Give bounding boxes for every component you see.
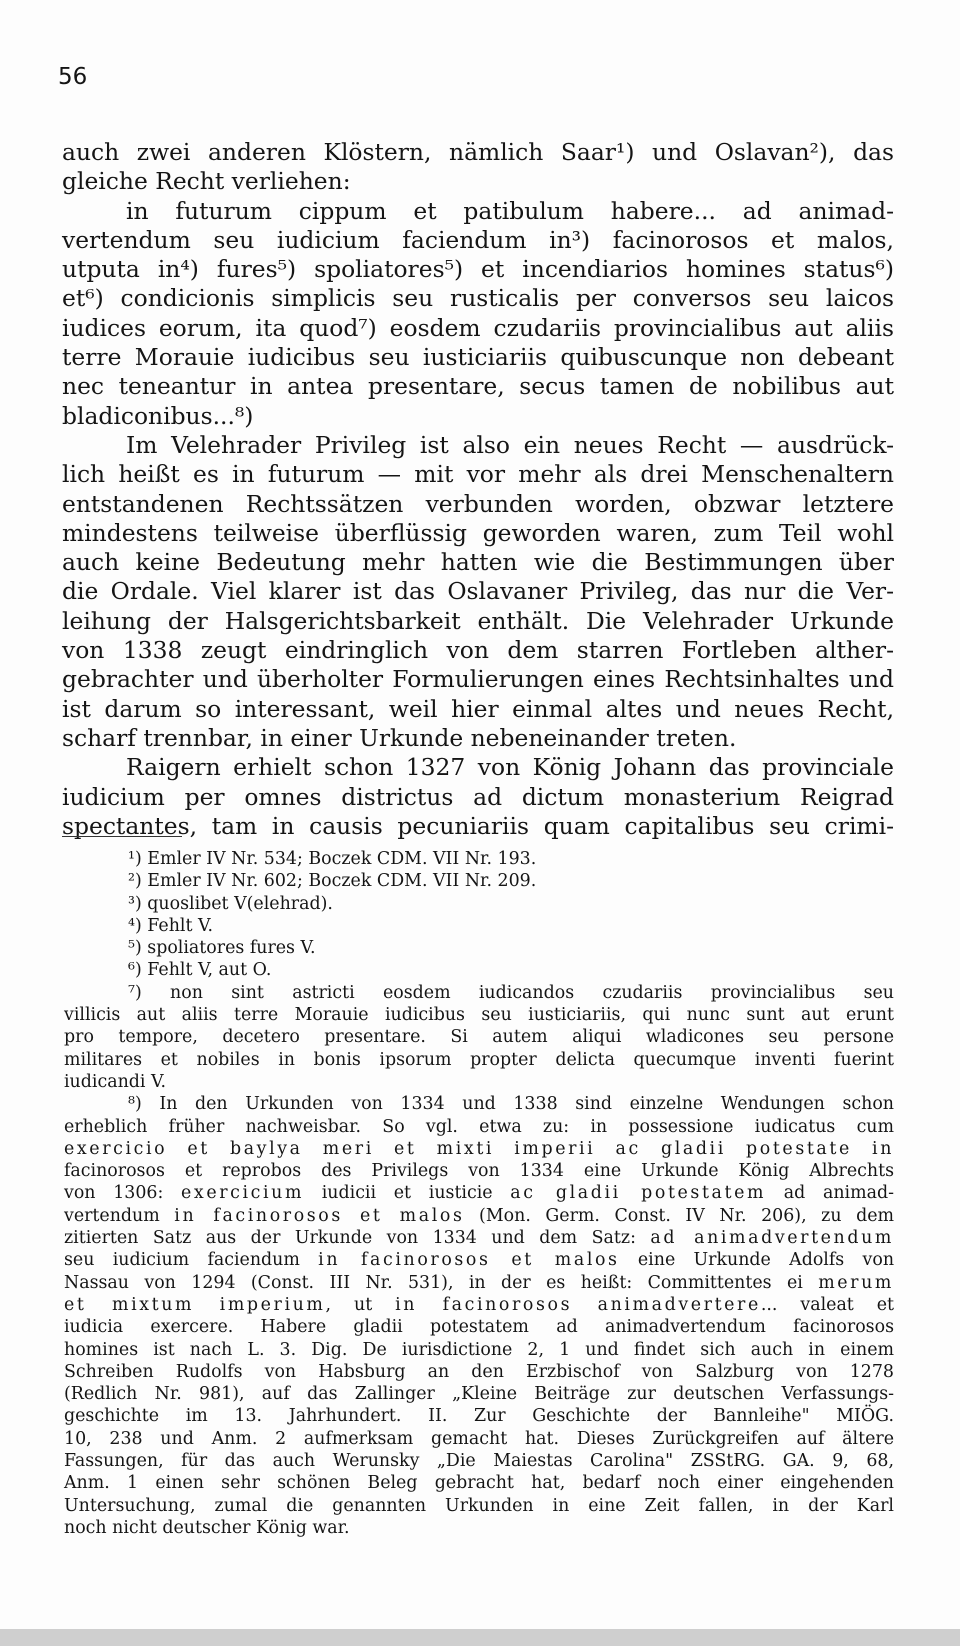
footnote-8-line: geschichte im 13. Jahrhundert. II. Zur Geschichte der Bannleihe" MIÖG.	[64, 1406, 894, 1427]
footnote-7-line: iudicandi V.	[64, 1071, 167, 1092]
footnote-8-line: Fassungen, für das auch Werunsky „Die Maiestas Carolina" ZSStRG. GA. 9, 68,	[64, 1451, 894, 1472]
text-line: gebrachter und überholter Formulierungen eines Rechtsinhaltes und	[62, 665, 894, 694]
text-line: mindestens teilweise überflüssig geworden waren, zum Teil wohl	[62, 518, 894, 547]
footnote-7-line: ⁷) non sint astricti eosdem iudicandos czudariis provincialibus seu	[128, 982, 894, 1003]
footnote-5: ⁵) spoliatores fures V.	[128, 938, 316, 959]
footnotes	[64, 848, 894, 1539]
emphasis-run: exercicium	[181, 1183, 305, 1204]
footnote-8-line	[64, 1205, 894, 1227]
footnote-7-line: militares et nobiles in bonis ipsorum propter delicta quecumque inventi fuerint	[64, 1049, 894, 1070]
footnote-8-line	[64, 1294, 894, 1316]
footnote-8-line: homines ist nach L. 3. Dig. De iurisdictione 2, 1 und findet sich auch in einem	[64, 1339, 894, 1360]
text-line: Im Velehrader Privileg ist also ein neues Recht — ausdrück-	[126, 430, 894, 459]
text-run: eine Urkunde Adolfs von	[619, 1250, 895, 1271]
text-line: auch zwei anderen Klöstern, nämlich Saar¹) und Oslavan²), das	[62, 138, 894, 166]
footnote-6: ⁶) Fehlt V, aut O.	[128, 960, 272, 981]
latin-quote-line: et⁶) condicionis simplicis seu rusticalis per conversos seu laicos	[62, 284, 894, 313]
latin-quote-line: in futurum cippum et patibulum habere... ad animad-	[126, 196, 894, 225]
footnote-8-line	[64, 1272, 894, 1294]
text-line: lich heißt es in futurum — mit vor mehr als drei Menschenaltern	[62, 460, 894, 489]
footnote-7-line: pro tempore, decetero presentare. Si autem aliqui wladicones seu persone	[64, 1027, 894, 1048]
footnote-8-line: Anm. 1 einen sehr schönen Beleg gebracht hat, bedarf noch einer eingehenden	[64, 1473, 894, 1494]
footnote-8-line: exercicio et baylya meri et mixti imperii ac gladii potestate in	[64, 1138, 894, 1159]
footnote-8-line: ⁸) In den Urkunden von 1334 und 1338 sind einzelne Wendungen schon	[128, 1094, 894, 1115]
footnote-8-line: iudicia exercere. Habere gladii potestatem ad animadvertendum facinorosos	[64, 1317, 894, 1338]
footnote-8-line: facinorosos et reprobos des Privilegs von 1334 eine Urkunde König Albrechts	[64, 1161, 894, 1182]
footnote-8-line: (Redlich Nr. 981), auf das Zallinger „Kleine Beiträge zur deutschen Verfassungs-	[64, 1384, 894, 1405]
text-line: die Ordale. Viel klarer ist das Oslavaner Privileg, das nur die Ver-	[62, 577, 894, 606]
latin-quote-line: iudices eorum, ita quod⁷) eosdem czudariis provincialibus aut aliis	[62, 313, 894, 342]
footnote-3: ³) quoslibet V(elehrad).	[128, 893, 333, 914]
footnote-2: ²) Emler IV Nr. 602; Boczek CDM. VII Nr. 209.	[128, 871, 537, 892]
latin-quote-line: nec teneantur in antea presentare, secus tamen de nobilibus aut	[62, 372, 894, 401]
text-line: ist darum so interessant, weil hier einmal altes und neues Recht,	[62, 694, 894, 723]
emphasis-run: in facinorosos animadvertere	[395, 1294, 761, 1315]
text-line: von 1338 zeugt eindringlich von dem starren Fortleben alther-	[62, 636, 894, 665]
footnote-7-line: villicis aut aliis terre Morauie iudicibus seu iusticiariis, qui nunc sunt aut erunt	[64, 1005, 894, 1026]
latin-quote-line: terre Morauie iudicibus seu iusticiariis quibuscunque non debeant	[62, 343, 894, 372]
text-line: Raigern erhielt schon 1327 von König Johann das provinciale	[126, 753, 894, 782]
text-run: von 1306:	[64, 1183, 182, 1204]
main-body-text	[62, 138, 894, 841]
text-line: gleiche Recht verliehen:	[62, 167, 351, 196]
emphasis-run: in facinorosos et malos	[318, 1250, 620, 1271]
text-line: spectantes, tam in causis pecuniariis quam capitalibus seu crimi-	[62, 811, 894, 840]
text-run: , ut	[325, 1294, 396, 1315]
text-line: auch keine Bedeutung mehr hatten wie die Bestimmungen über	[62, 548, 894, 577]
text-line: leihung der Halsgerichtsbarkeit enthält. Die Velehrader Urkunde	[62, 606, 894, 635]
text-run: Nassau von 1294 (Const. III Nr. 531), in der es heißt: Committentes ei	[64, 1272, 819, 1293]
scan-bottom-edge	[0, 1629, 960, 1646]
text-run: ad animad-	[766, 1183, 894, 1204]
footnote-8-line: Untersuchung, zumal die genannten Urkunden in eine Zeit fallen, in der Karl	[64, 1495, 894, 1516]
text-run: zitierten Satz aus der Urkunde von 1334 und dem Satz:	[64, 1228, 651, 1249]
text-run: seu iudicium faciendum	[64, 1250, 319, 1271]
text-run: iudicii et iusticie	[304, 1183, 511, 1204]
latin-quote-line: vertendum seu iudicium faciendum in³) facinorosos et malos,	[62, 225, 894, 254]
footnote-8-line: Schreiben Rudolfs von Habsburg an den Erzbischof von Salzburg von 1278	[64, 1361, 894, 1382]
text-run: (Mon. Germ. Const. IV Nr. 206), zu dem	[464, 1205, 895, 1226]
footnote-8-line: erheblich früher nachweisbar. So vgl. etwa zu: in possessione iudicatus cum	[64, 1116, 894, 1137]
text-run: ... valeat et	[760, 1294, 895, 1315]
footnote-8-line	[64, 1249, 894, 1271]
emphasis-run: et mixtum imperium	[64, 1294, 326, 1315]
emphasis-run: merum	[818, 1272, 894, 1293]
footnote-8-line: noch nicht deutscher König war.	[64, 1517, 350, 1538]
footnote-8-line	[64, 1227, 894, 1249]
footnote-8-line: 10, 238 und Anm. 2 aufmerksam gemacht hat. Dieses Zurückgreifen auf ältere	[64, 1428, 894, 1449]
text-line: entstandenen Rechtssätzen verbunden worden, obzwar letztere	[62, 489, 894, 518]
emphasis-run: ad animadvertendum	[650, 1228, 894, 1249]
footnote-8-line	[64, 1182, 894, 1204]
footnote-1: ¹) Emler IV Nr. 534; Boczek CDM. VII Nr. 193.	[128, 849, 537, 869]
emphasis-run: in facinorosos et malos	[174, 1205, 465, 1226]
footnote-4: ⁴) Fehlt V.	[128, 915, 214, 936]
footnote-separator	[62, 836, 182, 837]
emphasis-run: ac gladii potestatem	[510, 1183, 767, 1204]
text-line: iudicium per omnes districtus ad dictum monasterium Reigrad	[62, 782, 894, 811]
latin-quote-line: utputa in⁴) fures⁵) spoliatores⁵) et incendiarios homines status⁶)	[62, 255, 894, 284]
text-run: vertendum	[64, 1205, 175, 1226]
page-number: 56	[58, 64, 88, 90]
latin-quote-line: bladiconibus...⁸)	[62, 401, 254, 430]
text-line: scharf trennbar, in einer Urkunde nebeneinander treten.	[62, 723, 737, 752]
